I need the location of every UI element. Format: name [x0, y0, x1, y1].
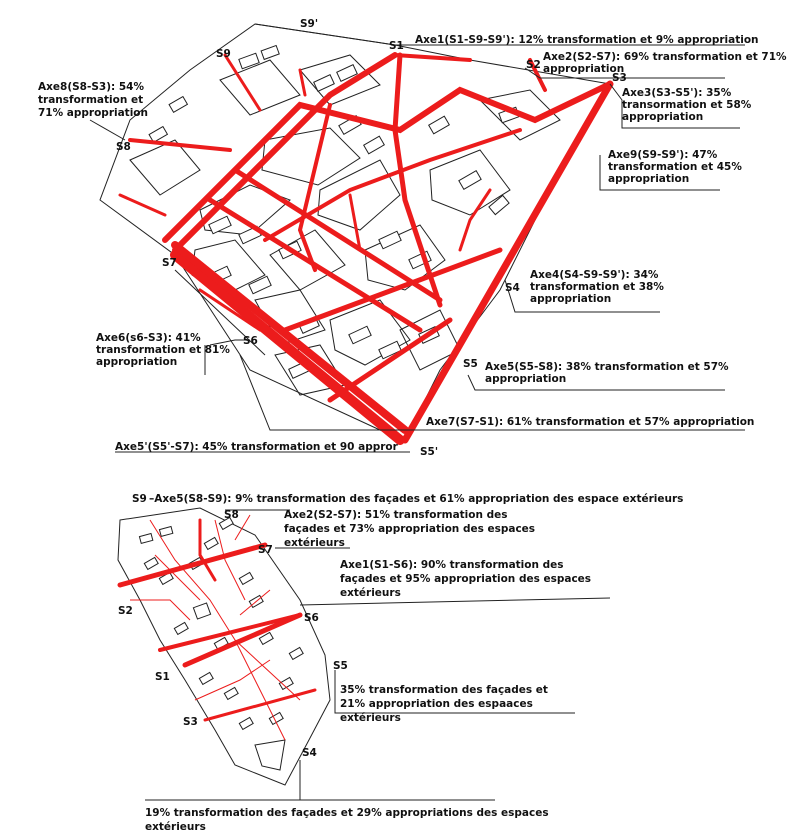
annotation-axe1: Axe1(S1-S9-S9'): 12% transformation et 9% appropriation — [415, 34, 759, 46]
annotation-axe2: Axe2(S2-S7): 69% transformation et 71% appropriation — [543, 51, 787, 75]
station-label: S1 — [155, 671, 170, 683]
station-label: S7 — [162, 257, 177, 269]
annotation-axe9: Axe9(S9-S9'): 47% transformation et 45% appropriation — [608, 149, 742, 185]
bottom-map — [118, 493, 683, 833]
station-label: S5' — [420, 446, 439, 458]
annotation-axe3: Axe3(S3-S5'): 35% transormation et 58% appropriation — [622, 87, 752, 123]
station-label: S7 — [258, 544, 273, 556]
annotation-axe6: Axe6(s6-S3): 41% transformation et 81% appropriation — [96, 332, 230, 368]
annotation-axe5: Axe5(S5-S8): 38% transformation et 57% appropriation — [485, 361, 729, 385]
station-label: S9 — [216, 48, 231, 60]
station-label: S1 — [389, 40, 404, 52]
annotation-axe8: Axe8(S8-S3): 54% transformation et 71% appropriation — [38, 81, 148, 119]
annotation-axe1-s1-s6: Axe1(S1-S6): 90% transformation des façades et 95% appropriation des espaces extérieurs — [340, 559, 592, 599]
annotation-axe5-s8-s9: –Axe5(S8-S9): 9% transformation des façades et 61% appropriation des espace extérieurs — [149, 493, 684, 505]
station-label: S4 — [302, 747, 317, 759]
station-label: S6 — [243, 335, 258, 347]
station-label: S5 — [333, 660, 348, 672]
station-label: S8 — [224, 509, 239, 521]
station-label: S2 — [526, 59, 541, 71]
bottom-map-leaders — [145, 510, 610, 800]
station-label: S2 — [118, 605, 133, 617]
station-label: S9 — [132, 493, 147, 505]
annotation-s5: 35% transformation des façades et 21% appropriation des espaaces extérieurs — [340, 684, 548, 724]
station-label: S6 — [304, 612, 319, 624]
annotation-axe5-prime: Axe5'(S5'-S7): 45% transformation et 90 appror — [115, 441, 398, 453]
annotation-axe4: Axe4(S4-S9-S9'): 34% transformation et 38% appropriation — [530, 269, 664, 305]
annotation-axe7: Axe7(S7-S1): 61% transformation et 57% appropriation — [426, 416, 755, 428]
bottom-map-annotations — [145, 493, 683, 833]
station-label: S3 — [183, 716, 198, 728]
annotation-s4: 19% transformation des façades et 29% appropriations des espaces extérieurs — [145, 807, 549, 833]
station-label: S5 — [463, 358, 478, 370]
station-label: S8 — [116, 141, 131, 153]
station-label: S3 — [612, 72, 627, 84]
top-map — [38, 18, 790, 458]
station-label: S9' — [300, 18, 319, 30]
annotation-axe2-s2-s7: Axe2(S2-S7): 51% transformation des façades et 73% appropriation des espaces extérieurs — [284, 509, 536, 549]
top-map-stations — [116, 18, 627, 458]
station-label: S4 — [505, 282, 520, 294]
